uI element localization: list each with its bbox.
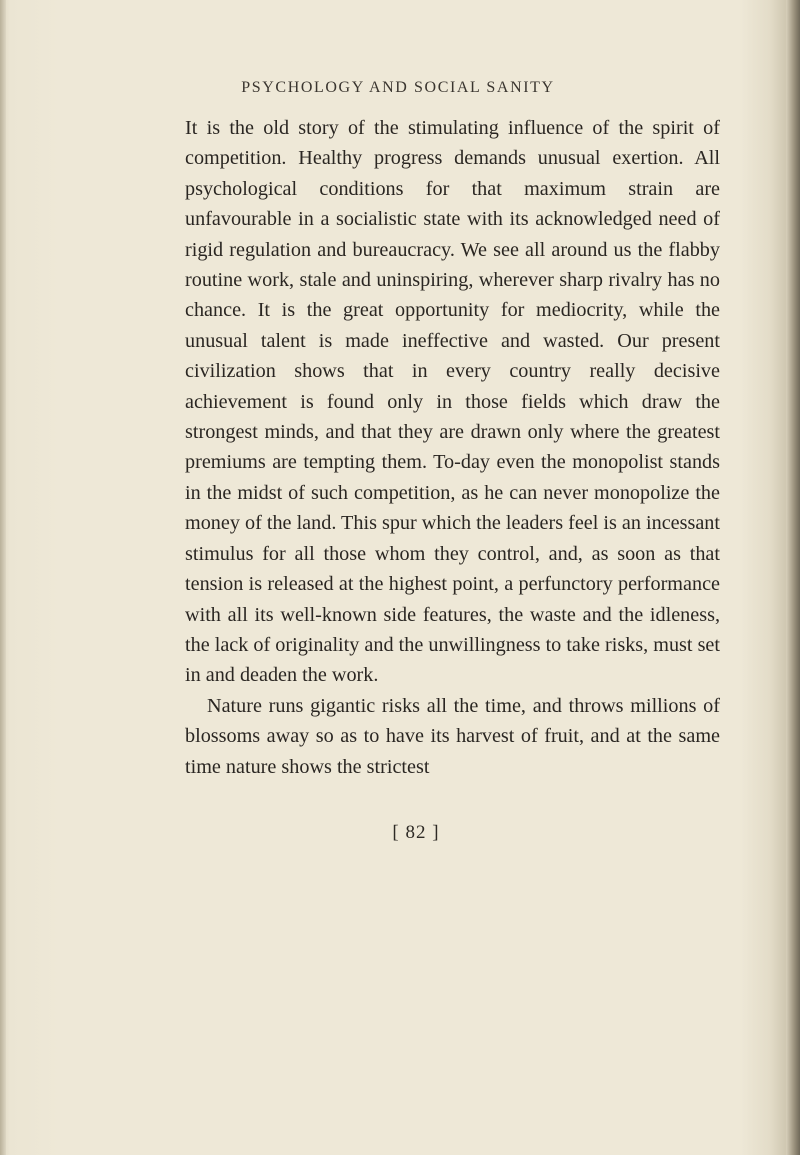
paragraph-1: It is the old story of the stimulating influence of the spirit of competition. Healthy progress demands unusual exertion. All psychological conditions for that maximum strain are unfavourable in a socialistic state with its acknowledged need of rigid regulation and bureaucracy. We see all around us the flabby routine work, stale and uninspiring, wherever sharp rivalry has no chance. It is the great opportunity for mediocrity, while the unusual talent is made ineffective and wasted. Our present civilization shows that in every country really decisive achievement is found only in those fields which draw the strongest minds, and that they are drawn only where the greatest premiums are tempting them. To-day even the monopolist stands in the midst of such competition, as he can never monopolize the money of the land. This spur which the leaders feel is an incessant stimulus for all those whom they control, and, as soon as that tension is released at the highest point, a perfunctory performance with all its well-known side features, the waste and the idleness, the lack of originality and the unwillingness to take risks, must set in and deaden the work.	[185, 117, 721, 687]
page-gutter-shadow	[786, 0, 800, 1155]
page-left-edge	[0, 0, 6, 1155]
running-head: PSYCHOLOGY AND SOCIAL SANITY	[241, 79, 555, 96]
paragraph-2: Nature runs gigantic risks all the time, and throws millions of blossoms away so as to have its harvest of fruit, and at the same time nature shows the strictest	[185, 694, 720, 778]
body-text	[185, 113, 720, 782]
page-number: [ 82 ]	[392, 822, 440, 843]
